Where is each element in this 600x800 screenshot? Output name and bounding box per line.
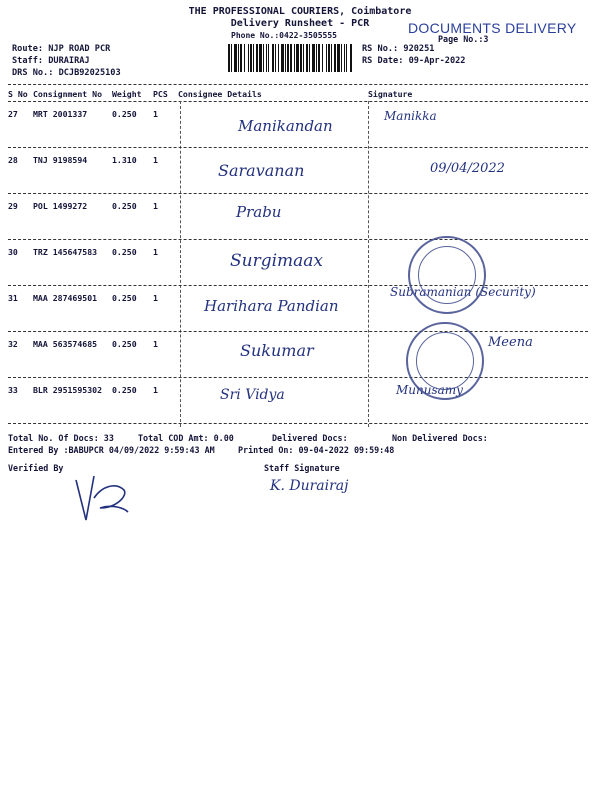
page-number: Page No.:3 [438, 34, 489, 44]
barcode-bar [331, 44, 332, 72]
barcode-bar [316, 44, 317, 72]
row-divider [8, 193, 588, 194]
row-weight: 0.250 [112, 339, 137, 349]
barcode-bar [250, 44, 252, 72]
barcode-bar [240, 44, 242, 72]
verifier-signature-mark [72, 468, 132, 524]
row-sno: 27 [8, 109, 18, 119]
barcode-bar [294, 44, 295, 72]
col-weight: Weight [112, 89, 142, 99]
row-signature-handwritten: Munusamy [396, 383, 463, 397]
barcode-bar [344, 44, 345, 72]
barcode-bar [350, 44, 352, 72]
row-pcs: 1 [153, 339, 158, 349]
entered-by: Entered By :BABUPCR 04/09/2022 9:59:43 AM [8, 445, 215, 455]
barcode-bar [341, 44, 342, 72]
row-consignment: MRT 2001337 [33, 109, 88, 119]
row-pcs: 1 [153, 385, 158, 395]
barcode-bar [238, 44, 239, 72]
barcode-bar [290, 44, 292, 72]
row-divider [8, 331, 588, 332]
row-weight: 0.250 [112, 293, 137, 303]
row-weight: 0.250 [112, 385, 137, 395]
row-consignee-handwritten: Prabu [236, 203, 282, 221]
barcode-bar [346, 44, 347, 72]
total-docs: Total No. Of Docs: 33 [8, 433, 114, 443]
row-consignee-handwritten: Surgimaax [230, 251, 324, 271]
barcode-bar [234, 44, 237, 72]
divider [8, 84, 588, 85]
barcode-bar [259, 44, 262, 72]
row-signature-handwritten: Manikka [384, 109, 437, 123]
row-pcs: 1 [153, 155, 158, 165]
barcode-bar [268, 44, 269, 72]
row-consignee-handwritten: Saravanan [218, 161, 305, 180]
barcode-bar [309, 44, 310, 72]
row-weight: 0.250 [112, 109, 137, 119]
row-consignee-handwritten: Sukumar [240, 341, 314, 360]
barcode-bar [328, 44, 330, 72]
barcode-bar [322, 44, 323, 72]
row-signature-handwritten: 09/04/2022 [430, 161, 505, 176]
rs-date: RS Date: 09-Apr-2022 [362, 56, 466, 66]
barcode [228, 44, 352, 72]
company-name: THE PROFESSIONAL COURIERS, Coimbatore [188, 6, 412, 17]
barcode-bar [266, 44, 267, 72]
barcode-bar [337, 44, 340, 72]
row-consignment: POL 1499272 [33, 201, 88, 211]
row-pcs: 1 [153, 247, 158, 257]
col-consignment: Consignment No [33, 89, 103, 99]
row-sno: 32 [8, 339, 18, 349]
row-weight: 0.250 [112, 247, 137, 257]
col-signature: Signature [368, 89, 413, 99]
column-separator [180, 101, 181, 427]
rs-number: RS No.: 920251 [362, 44, 435, 54]
row-signature-handwritten: Subramanian (Security) [390, 285, 536, 299]
barcode-bar [296, 44, 299, 72]
barcode-bar [326, 44, 327, 72]
barcode-bar [281, 44, 284, 72]
delivered-docs: Delivered Docs: [272, 433, 348, 443]
barcode-bar [300, 44, 302, 72]
rubber-stamp-seal [408, 236, 486, 314]
row-sno: 33 [8, 385, 18, 395]
non-delivered-docs: Non Delivered Docs: [392, 433, 488, 443]
barcode-bar [287, 44, 289, 72]
row-sno: 30 [8, 247, 18, 257]
barcode-bar [334, 44, 336, 72]
staff-handwritten-signature: K. Durairaj [270, 478, 349, 494]
row-consignment: MAA 287469501 [33, 293, 98, 303]
row-signature-handwritten: Meena [488, 335, 533, 350]
barcode-bar [312, 44, 315, 72]
staff-signature-label: Staff Signature [264, 463, 340, 473]
barcode-bar [244, 44, 245, 72]
barcode-bar [278, 44, 279, 72]
row-sno: 31 [8, 293, 18, 303]
barcode-bar [263, 44, 264, 72]
row-pcs: 1 [153, 293, 158, 303]
row-weight: 1.310 [112, 155, 137, 165]
barcode-bar [275, 44, 276, 72]
phone-number: Phone No.:0422-3505555 [231, 31, 337, 40]
barcode-bar [253, 44, 254, 72]
row-divider [8, 147, 588, 148]
barcode-bar [303, 44, 304, 72]
verified-by-label: Verified By [8, 463, 64, 473]
col-pcs: PCS [153, 89, 168, 99]
barcode-bar [231, 44, 232, 72]
divider [8, 101, 588, 102]
printed-on: Printed On: 09-04-2022 09:59:48 [238, 445, 395, 455]
row-divider [8, 239, 588, 240]
drs-number: DRS No.: DCJB92025103 [12, 68, 121, 78]
row-sno: 29 [8, 201, 18, 211]
column-separator [368, 101, 369, 427]
route: Route: NJP ROAD PCR [12, 44, 111, 54]
row-pcs: 1 [153, 109, 158, 119]
row-consignee-handwritten: Manikandan [238, 117, 333, 135]
row-consignment: MAA 563574685 [33, 339, 98, 349]
barcode-bar [306, 44, 308, 72]
row-consignment: TNJ 9198594 [33, 155, 88, 165]
row-consignee-handwritten: Sri Vidya [220, 387, 285, 403]
col-consignee: Consignee Details [178, 89, 262, 99]
document-title: Delivery Runsheet - PCR [230, 18, 370, 29]
barcode-bar [228, 44, 230, 72]
row-pcs: 1 [153, 201, 158, 211]
row-weight: 0.250 [112, 201, 137, 211]
row-divider [8, 377, 588, 378]
barcode-bar [285, 44, 286, 72]
row-consignment: TRZ 145647583 [33, 247, 98, 257]
barcode-bar [248, 44, 249, 72]
row-divider [8, 423, 588, 424]
row-consignee-handwritten: Harihara Pandian [204, 297, 339, 315]
row-sno: 28 [8, 155, 18, 165]
row-consignment: BLR 2951595302 [33, 385, 103, 395]
total-cod: Total COD Amt: 0.00 [138, 433, 234, 443]
barcode-bar [256, 44, 258, 72]
barcode-bar [318, 44, 320, 72]
documents-delivery-stamp: DOCUMENTS DELIVERY [408, 20, 577, 36]
barcode-bar [272, 44, 274, 72]
staff: Staff: DURAIRAJ [12, 56, 90, 66]
col-sno: S No [8, 89, 28, 99]
rubber-stamp-seal [406, 322, 484, 400]
